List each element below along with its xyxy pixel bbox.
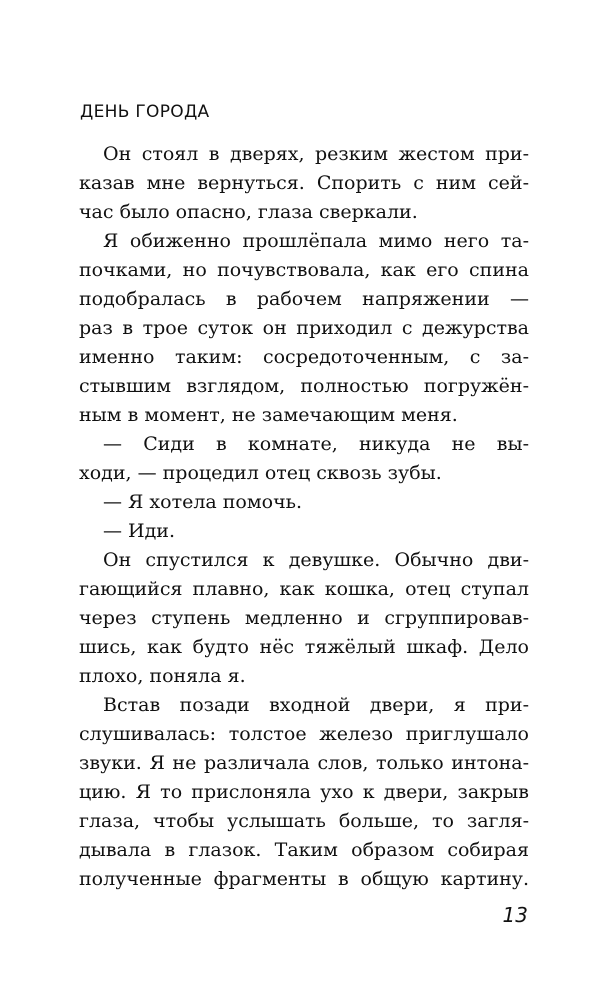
text-line: — Сиди в комнате, никуда не вы-	[103, 433, 529, 455]
text-line: полученные фрагменты в общую картину.	[79, 868, 529, 890]
text-line: ным в момент, не замечающим меня.	[79, 404, 458, 426]
text-line: — Иди.	[103, 520, 176, 542]
text-line: дывала в глазок. Таким образом собирая	[79, 839, 529, 861]
text-line: казав мне вернуться. Спорить с ним сей-	[79, 172, 529, 194]
text-line: глаза, чтобы услышать больше, то загля-	[79, 810, 529, 832]
page-number: 13	[502, 903, 528, 927]
text-line: — Я хотела помочь.	[103, 491, 303, 513]
text-line: плохо, поняла я.	[79, 665, 246, 687]
running-head: ДЕНЬ ГОРОДА	[80, 102, 210, 122]
text-line: слушивалась: толстое железо приглушало	[79, 723, 529, 745]
text-line: ходи, — процедил отец сквозь зубы.	[79, 462, 442, 484]
text-line: подобралась в рабочем напряжении —	[79, 288, 529, 310]
text-line: через ступень медленно и сгруппировав-	[79, 607, 529, 629]
text-line: раз в трое суток он приходил с дежурства	[79, 317, 529, 339]
text-line: стывшим взглядом, полностью погружён-	[79, 375, 529, 397]
text-line: Встав позади входной двери, я при-	[103, 694, 529, 716]
text-line: именно таким: сосредоточенным, с за-	[79, 346, 529, 368]
text-line: звуки. Я не различала слов, только интона-	[79, 752, 529, 774]
text-line: час было опасно, глаза сверкали.	[79, 201, 418, 223]
text-line: гающийся плавно, как кошка, отец ступал	[79, 578, 529, 600]
text-line: Я обиженно прошлёпала мимо него та-	[103, 230, 529, 252]
text-line: почками, но почувствовала, как его спина	[79, 259, 529, 281]
text-line: цию. Я то прислоняла ухо к двери, закрыв	[79, 781, 529, 803]
text-line: шись, как будто нёс тяжёлый шкаф. Дело	[79, 636, 529, 658]
text-line: Он спустился к девушке. Обычно дви-	[103, 549, 529, 571]
text-line: Он стоял в дверях, резким жестом при-	[103, 143, 529, 165]
